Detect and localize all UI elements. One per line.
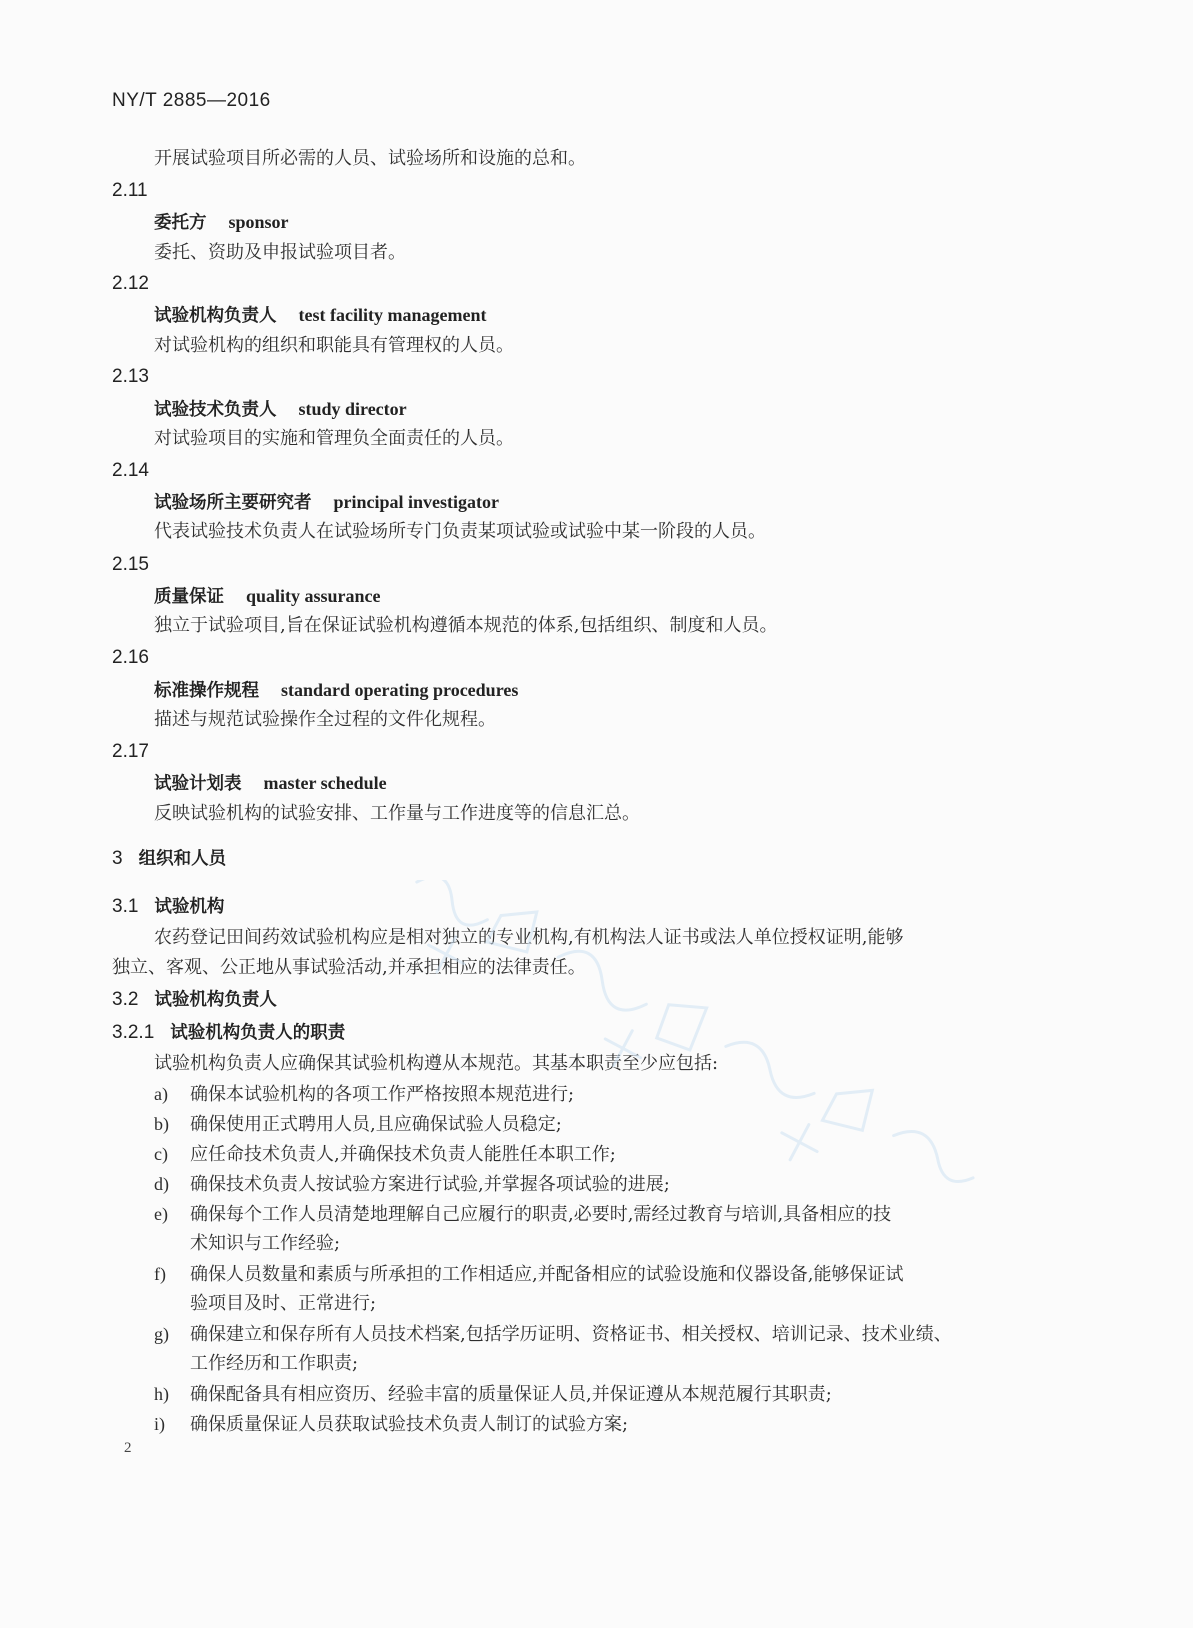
term-en: quality assurance: [246, 586, 381, 606]
definition-number: 2.11: [112, 180, 148, 201]
list-item: [154, 1141, 616, 1168]
term-en: test facility management: [298, 305, 487, 325]
definition-number: 2.13: [112, 366, 149, 387]
list-item-text: 确保每个工作人员清楚地理解自己应履行的职责,必要时,需经过教育与培训,具备相应的技: [190, 1204, 892, 1225]
list-item-label: g): [154, 1324, 169, 1344]
list-item-text: 确保本试验机构的各项工作严格按照本规范进行;: [190, 1084, 575, 1105]
definition-term: [154, 489, 499, 516]
page-number: 2: [124, 1440, 132, 1456]
section-title: 试验机构负责人: [154, 990, 277, 1010]
definition-text: 对试验项目的实施和管理负全面责任的人员。: [154, 428, 514, 449]
list-item-label: c): [154, 1144, 168, 1164]
list-item-text: 确保人员数量和素质与所承担的工作相适应,并配备相应的试验设施和仪器设备,能够保证试: [190, 1264, 904, 1285]
section-number: 3.1: [112, 896, 139, 917]
list-item: [154, 1201, 891, 1228]
definition-number: 2.12: [112, 273, 149, 294]
definition-number: 2.15: [112, 554, 149, 575]
term-zh: 委托方: [154, 213, 207, 233]
list-item-label: e): [154, 1204, 168, 1224]
list-item-continuation: 术知识与工作经验;: [190, 1233, 341, 1254]
definition-text: 反映试验机构的试验安排、工作量与工作进度等的信息汇总。: [154, 803, 640, 824]
definition-text: 独立于试验项目,旨在保证试验机构遵循本规范的体系,包括组织、制度和人员。: [154, 615, 778, 636]
list-item-label: a): [154, 1084, 168, 1104]
list-item-continuation: 工作经历和工作职责;: [190, 1353, 359, 1374]
definition-text: 代表试验技术负责人在试验场所专门负责某项试验或试验中某一阶段的人员。: [154, 521, 766, 542]
section-title: 试验机构负责人的职责: [170, 1023, 346, 1043]
term-zh: 试验机构负责人: [154, 306, 277, 326]
term-zh: 试验计划表: [154, 774, 242, 794]
list-item-label: f): [154, 1264, 166, 1284]
definition-term: [154, 209, 289, 236]
section-heading-3: [112, 846, 226, 872]
definition-text: 委托、资助及申报试验项目者。: [154, 242, 406, 263]
term-en: study director: [298, 399, 407, 419]
list-item-label: i): [154, 1414, 165, 1434]
list-item-continuation: 验项目及时、正常进行;: [190, 1293, 377, 1314]
definition-term: [154, 302, 486, 329]
section-heading-3-2-1: [112, 1020, 345, 1046]
section-number: 3.2: [112, 989, 139, 1010]
definition-number: 2.16: [112, 647, 149, 668]
definition-term: [154, 396, 407, 423]
definition-term: [154, 677, 518, 704]
definition-number: 2.17: [112, 741, 149, 762]
section-heading-3-2: [112, 987, 277, 1013]
list-item-label: b): [154, 1114, 169, 1134]
paragraph-line: 农药登记田间药效试验机构应是相对独立的专业机构,有机构法人证书或法人单位授权证明,能够: [154, 927, 904, 948]
intro-line: 开展试验项目所必需的人员、试验场所和设施的总和。: [154, 148, 586, 169]
term-zh: 试验技术负责人: [154, 400, 277, 420]
term-zh: 标准操作规程: [154, 681, 259, 701]
term-zh: 试验场所主要研究者: [154, 493, 312, 513]
list-item: [154, 1321, 952, 1348]
term-en: standard operating procedures: [281, 680, 519, 700]
list-item: [154, 1411, 628, 1438]
list-item-text: 确保质量保证人员获取试验技术负责人制订的试验方案;: [190, 1414, 629, 1435]
term-en: principal investigator: [333, 492, 499, 512]
list-item: [154, 1261, 903, 1288]
standard-code-header: NY/T 2885—2016: [112, 90, 271, 111]
list-item: [154, 1381, 832, 1408]
section-number: 3.2.1: [112, 1022, 155, 1043]
definition-term: [154, 770, 387, 797]
list-item: [154, 1081, 574, 1108]
list-item-text: 确保配备具有相应资历、经验丰富的质量保证人员,并保证遵从本规范履行其职责;: [190, 1384, 832, 1405]
list-item-text: 确保技术负责人按试验方案进行试验,并掌握各项试验的进展;: [190, 1174, 670, 1195]
section-heading-3-1: [112, 894, 224, 920]
definition-text: 描述与规范试验操作全过程的文件化规程。: [154, 709, 496, 730]
list-item-text: 应任命技术负责人,并确保技术负责人能胜任本职工作;: [190, 1144, 616, 1165]
list-item-label: d): [154, 1174, 169, 1194]
term-zh: 质量保证: [154, 587, 224, 607]
section-number: 3: [112, 848, 123, 869]
list-item-text: 确保使用正式聘用人员,且应确保试验人员稳定;: [190, 1114, 562, 1135]
list-item-text: 确保建立和保存所有人员技术档案,包括学历证明、资格证书、相关授权、培训记录、技术业绩、: [190, 1324, 952, 1345]
definition-number: 2.14: [112, 460, 149, 481]
list-item: [154, 1111, 562, 1138]
section-title: 试验机构: [154, 897, 225, 917]
paragraph-line: 独立、客观、公正地从事试验活动,并承担相应的法律责任。: [112, 957, 586, 978]
list-item: [154, 1171, 670, 1198]
term-en: sponsor: [228, 212, 289, 232]
definition-text: 对试验机构的组织和职能具有管理权的人员。: [154, 335, 514, 356]
section-title: 组织和人员: [138, 849, 227, 869]
definition-term: [154, 583, 381, 610]
term-en: master schedule: [263, 773, 387, 793]
paragraph-line: 试验机构负责人应确保其试验机构遵从本规范。其基本职责至少应包括:: [154, 1053, 719, 1074]
list-item-label: h): [154, 1384, 169, 1404]
